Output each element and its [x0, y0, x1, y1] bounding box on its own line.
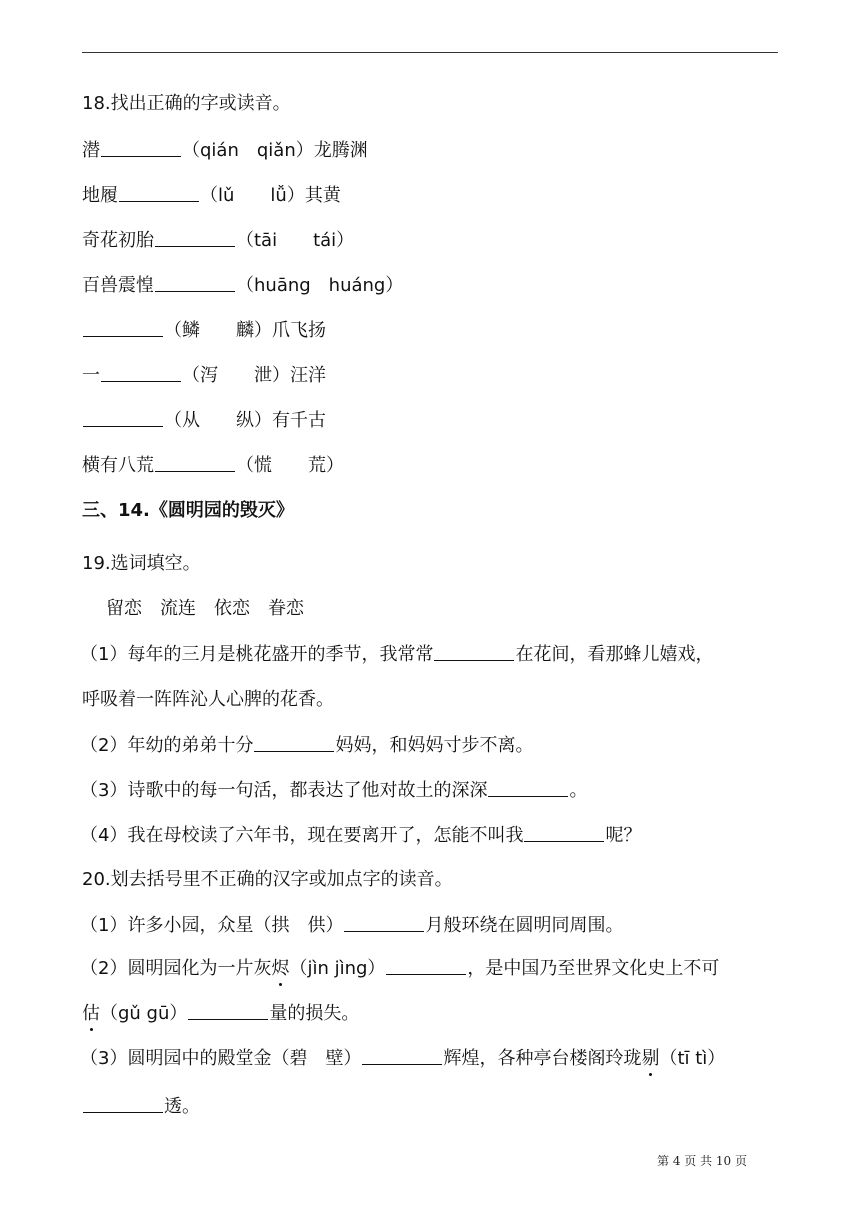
q18-item-6: 一 （泻 泄）汪洋 — [82, 365, 326, 386]
q20-sentence-3: （3）圆明园中的殿堂金（碧 壁） 辉煌，各种亭台楼阁玲珑剔（tī tì） — [80, 1048, 726, 1069]
q18-item-2: 地履 （lǔ lǚ）其黄 — [82, 185, 341, 206]
q18-item-1: 潜 （qián qiǎn）龙腾渊 — [82, 140, 368, 161]
answer-blank[interactable] — [119, 183, 199, 202]
q19-sentence-3: （3）诗歌中的每一句活，都表达了他对故土的深深 。 — [80, 780, 588, 801]
answer-blank[interactable] — [155, 228, 235, 247]
q19-sentence-1-cont: 呼吸着一阵阵沁人心脾的花香。 — [82, 689, 334, 710]
answer-blank[interactable] — [188, 1001, 268, 1020]
q20-sentence-2-cont: 估（gǔ gū） 量的损失。 — [82, 1003, 360, 1024]
q20-sentence-3-cont: 透。 — [82, 1094, 200, 1119]
dotted-character: 烬 — [271, 958, 290, 979]
answer-blank[interactable] — [101, 138, 181, 157]
answer-blank[interactable] — [386, 956, 466, 975]
answer-blank[interactable] — [362, 1046, 442, 1065]
section-heading: 三、14.《圆明园的毁灭》 — [82, 500, 294, 521]
page-footer: 第 4 页 共 10 页 — [657, 1154, 747, 1168]
q19-word-bank: 留恋 流连 依恋 眷恋 — [106, 598, 304, 619]
answer-blank[interactable] — [101, 363, 181, 382]
q18-item-5: （鳞 麟）爪飞扬 — [82, 318, 326, 343]
q19-sentence-1: （1）每年的三月是桃花盛开的季节，我常常 在花间，看那蜂儿嬉戏， — [80, 644, 714, 665]
answer-blank[interactable] — [83, 408, 163, 427]
q18-item-3: 奇花初胎 （tāi tái） — [82, 230, 355, 251]
q19-sentence-2: （2）年幼的弟弟十分 妈妈，和妈妈寸步不离。 — [80, 735, 534, 756]
answer-blank[interactable] — [254, 733, 334, 752]
header-rule — [82, 52, 778, 53]
dotted-character: 剔 — [641, 1048, 660, 1069]
dotted-character: 估 — [82, 1003, 100, 1024]
q20-sentence-2: （2）圆明园化为一片灰烬（jìn jìng） ，是中国乃至世界文化史上不可 — [80, 958, 720, 979]
answer-blank[interactable] — [83, 318, 163, 337]
q18-item-7: （从 纵）有千古 — [82, 408, 326, 433]
answer-blank[interactable] — [524, 823, 604, 842]
answer-blank[interactable] — [344, 913, 424, 932]
q18-item-4: 百兽震惶 （huāng huáng） — [82, 275, 404, 296]
q19-title: 19.选词填空。 — [82, 553, 201, 574]
q20-sentence-1: （1）许多小园，众星（拱 供） 月般环绕在圆明同周围。 — [80, 915, 624, 936]
answer-blank[interactable] — [488, 778, 568, 797]
q19-sentence-4: （4）我在母校读了六年书，现在要离开了，怎能不叫我 呢？ — [80, 825, 642, 846]
q18-item-8: 横有八荒 （慌 荒） — [82, 455, 344, 476]
answer-blank[interactable] — [155, 453, 235, 472]
answer-blank[interactable] — [434, 642, 514, 661]
q18-title: 18.找出正确的字或读音。 — [82, 93, 291, 114]
answer-blank[interactable] — [83, 1094, 163, 1113]
answer-blank[interactable] — [155, 273, 235, 292]
q20-title: 20.划去括号里不正确的汉字或加点字的读音。 — [82, 869, 453, 890]
